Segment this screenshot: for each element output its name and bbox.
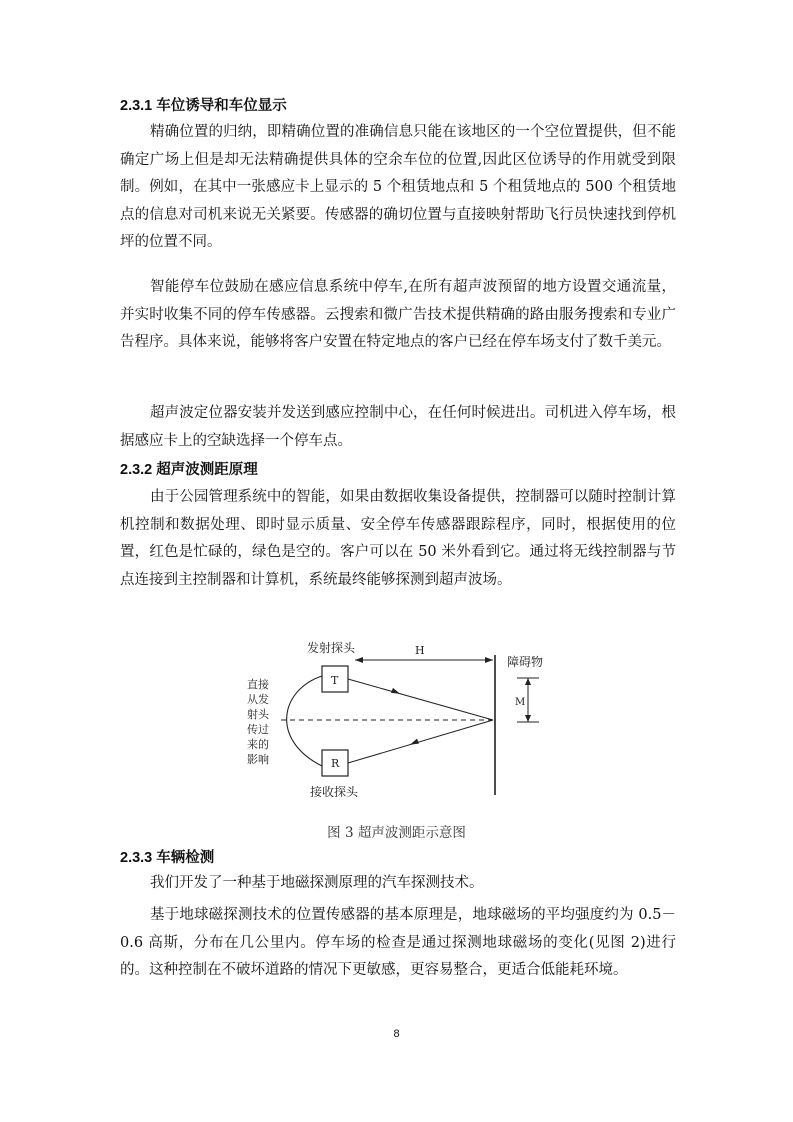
section-heading-2-3-3: 2.3.3 车辆检测 — [120, 850, 215, 866]
distance-arrow-right — [485, 657, 493, 663]
receiver-box-label: R — [331, 757, 340, 770]
page-number: 8 — [393, 1028, 400, 1040]
offset-label: M — [515, 697, 526, 708]
incident-ray — [348, 679, 493, 720]
direct-influence-label — [247, 677, 270, 766]
section-heading-2-3-1: 2.3.1 车位诱导和车位显示 — [120, 98, 287, 114]
paragraph: 智能停车位鼓励在感应信息系统中停车,在所有超声波预留的地方设置交通流量，并实时收集不同的停车传感器。云搜索和微广告技术提供精确的路由服务搜索和专业广告程序。具体来说，能够将客户安置在特定地点的客户已经在停车场支付了数千美元。 — [120, 279, 676, 351]
reflected-ray-arrow — [410, 739, 419, 745]
paragraph: 我们开发了一种基于地磁探测原理的汽车探测技术。 — [150, 875, 484, 891]
transmitter-label: 发射探头 — [307, 641, 356, 655]
reflected-ray — [348, 720, 493, 763]
direct-influence-line: 从发 — [247, 693, 269, 706]
offset-arrow-top — [525, 678, 531, 685]
distance-arrow-left — [355, 657, 363, 663]
paragraph: 超声波定位器安装并发送到感应控制中心，在任何时候进出。司机进入停车场，根据感应卡上的空缺选择一个停车点。 — [120, 405, 676, 449]
distance-label: H — [415, 644, 425, 657]
direct-influence-line: 传过 — [247, 723, 269, 736]
direct-influence-line: 影响 — [247, 753, 269, 766]
direct-influence-line: 直接 — [247, 678, 269, 691]
paragraph: 由于公园管理系统中的智能，如果由数据收集设备提供，控制器可以随时控制计算机控制和数据处理、即时显示质量、安全停车传感器跟踪程序，同时，根据使用的位置，红色是忙碌的，绿色是空的。客户可以在 50 米外看到它。通过将无线控制器与节点连接到主控制器和计算机，系统最终能够探测到超声波场。 — [120, 489, 676, 588]
section-heading-2-3-2: 2.3.2 超声波测距原理 — [120, 462, 258, 478]
transmitter-box-label: T — [331, 674, 339, 687]
incident-ray-arrow — [391, 688, 400, 694]
paragraph: 精确位置的归纳，即精确位置的准确信息只能在该地区的一个空位置提供，但不能确定广场上但是却无法精确提供具体的空余车位的位置,因此区位诱导的作用就受到限制。例如，在其中一张感应卡上显示的 5 个租赁地点和 5 个租赁地点的 500 个租赁地点的信息对司机来说无关紧要。传感器的确切位置与直接映射帮助飞行员快速找到停机坪的位置不同。 — [120, 124, 676, 251]
direct-influence-curve — [287, 676, 322, 766]
direct-influence-line: 射头 — [247, 708, 269, 721]
paragraph: 基于地球磁探测技术的位置传感器的基本原理是，地球磁场的平均强度约为 0.5－0.6 高斯，分布在几公里内。停车场的检查是通过探测地球磁场的变化(见图 2)进行的。这种控制在不破坏道路的情况下更敏感，更容易整合，更适合低能耗环境。 — [120, 907, 676, 979]
obstacle-label: 障碍物 — [507, 655, 544, 669]
ultrasonic-ranging-diagram — [225, 630, 565, 810]
figure-caption: 图 3 超声波测距示意图 — [327, 825, 466, 841]
direct-influence-line: 来的 — [247, 738, 269, 751]
offset-arrow-bottom — [525, 715, 531, 722]
receiver-label: 接收探头 — [310, 785, 359, 799]
